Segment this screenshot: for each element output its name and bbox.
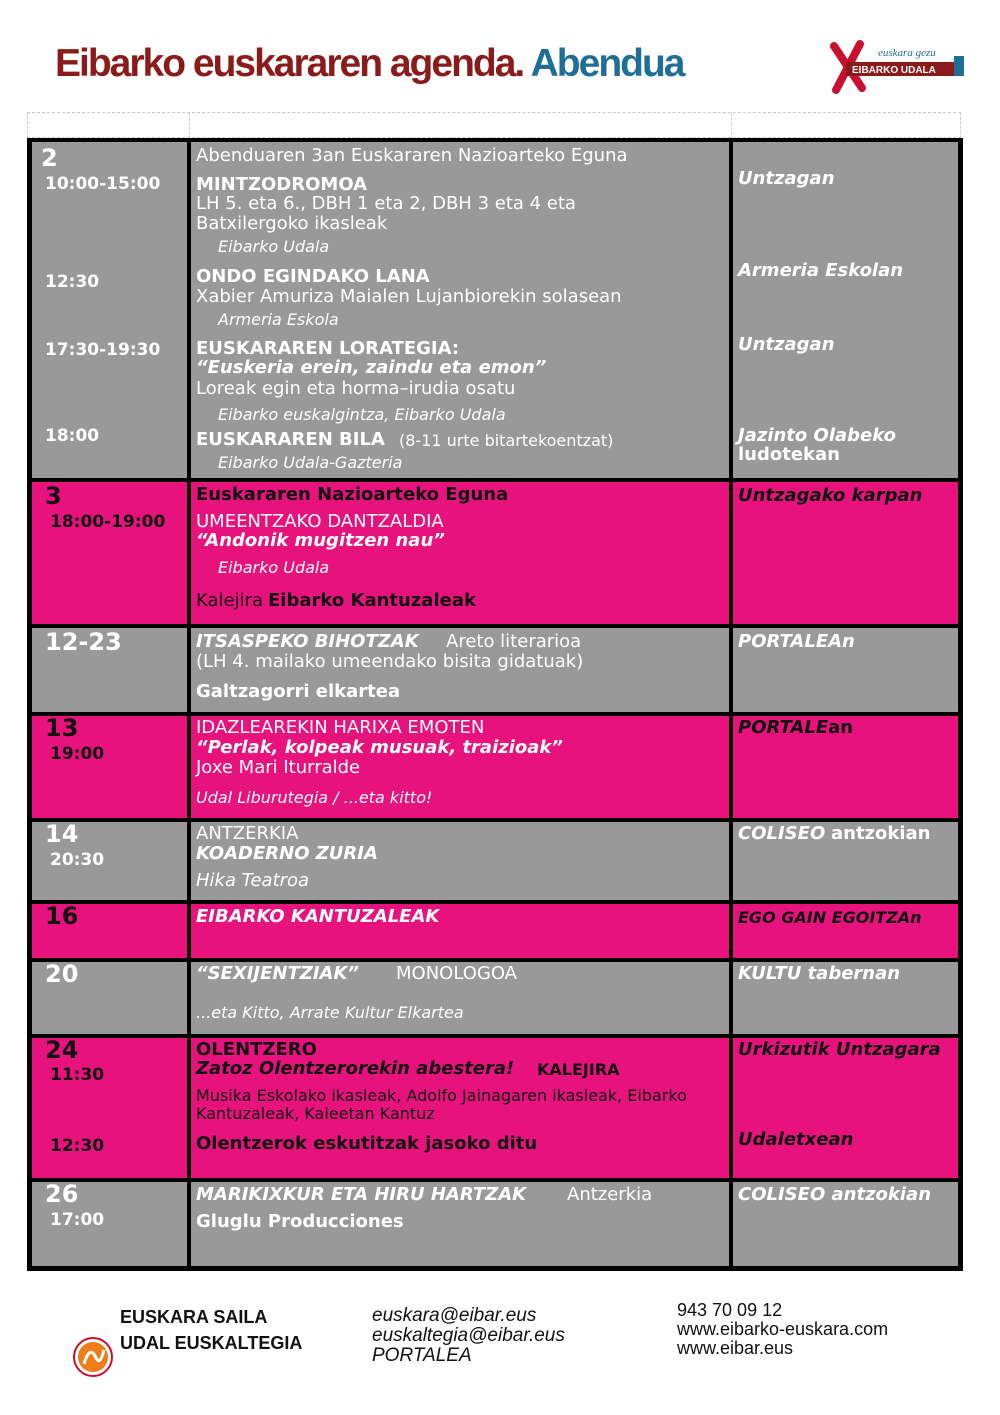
time: 18:00-19:00 — [50, 512, 166, 532]
phone: 943 70 09 12 — [677, 1300, 783, 1320]
time: 12:30 — [45, 272, 100, 292]
event-title: ONDO EGINDAKO LANA — [196, 266, 430, 287]
event-type: KALEJIRA — [537, 1060, 620, 1079]
event-organizer: Eibarko Udala-Gazteria — [218, 453, 403, 472]
table-row — [27, 1034, 963, 1178]
event-text: Loreak egin eta horma–irudia osatu — [196, 378, 516, 399]
table-row — [27, 900, 963, 958]
event-place: PORTALEan — [738, 717, 854, 738]
event-place: COLISEO antzokian — [738, 823, 931, 844]
table-row — [27, 478, 963, 624]
euskaltegia-logo — [72, 1336, 114, 1378]
event-text: (8-11 urte bitartekoentzat) — [399, 431, 614, 450]
event-organizer: Udal Liburutegia / ...eta kitto! — [196, 788, 433, 807]
svg-text:euskara gezu: euskara gezu — [878, 47, 936, 59]
day-number: 20 — [45, 960, 79, 988]
event-title: OLENTZERO — [196, 1039, 317, 1060]
day-number: 13 — [45, 714, 79, 742]
event-organizer: ...eta Kitto, Arrate Kultur Elkartea — [196, 1003, 464, 1022]
event-text: LH 5. eta 6., DBH 1 eta 2, DBH 3 eta 4 eta — [196, 193, 576, 214]
table-header-guides — [27, 112, 961, 138]
euskara-logo — [828, 38, 968, 96]
event-type: ANTZERKIA — [196, 823, 299, 844]
day-number: 24 — [45, 1036, 79, 1064]
event-place: Udaletxean — [738, 1129, 854, 1150]
event-type: Areto literarioa — [446, 631, 582, 652]
event-place: Untzagan — [738, 168, 835, 189]
table-row — [27, 624, 963, 712]
event-performer: Eibarko Kantuzaleak — [268, 590, 476, 611]
time: 11:30 — [50, 1065, 105, 1085]
time: 19:00 — [50, 744, 105, 764]
event-text: Kalejira — [196, 590, 264, 611]
event-organizer: Hika Teatroa — [196, 870, 310, 891]
event-place: Urkizutik Untzagara — [738, 1039, 941, 1060]
time: 18:00 — [45, 426, 100, 446]
event-text: (LH 4. mailako umeendako bisita gidatuak) — [196, 651, 584, 672]
day-number: 16 — [45, 902, 79, 930]
event-type: MONOLOGOA — [396, 963, 517, 984]
event-title: KOADERNO ZURIA — [196, 843, 378, 864]
event-subtitle: “Andonik mugitzen nau” — [196, 530, 445, 551]
event-place: PORTALEAn — [738, 631, 855, 652]
page-title — [55, 42, 683, 86]
table-row — [27, 958, 963, 1034]
event-title: EIBARKO KANTUZALEAK — [196, 906, 440, 927]
email-link[interactable]: euskara@eibar.eus — [372, 1305, 537, 1326]
table-row — [27, 1178, 963, 1266]
event-title: Olentzerok eskutitzak jasoko ditu — [196, 1133, 538, 1154]
event-place: Untzagako karpan — [738, 485, 923, 506]
event-text: Joxe Mari Iturralde — [196, 757, 361, 778]
title-main: Eibarko euskararen agenda. — [55, 42, 524, 85]
event-title: EUSKARAREN BILA — [196, 429, 385, 450]
table-row — [27, 138, 963, 478]
event-title: EUSKARAREN LORATEGIA: — [196, 338, 460, 359]
time: 12:30 — [50, 1136, 105, 1156]
event-place: Jazinto Olabeko — [738, 425, 896, 446]
agenda-table — [27, 138, 963, 1271]
event-subtitle: Zatoz Olentzerorekin abestera! — [196, 1058, 515, 1079]
footer-place: PORTALEA — [372, 1345, 472, 1366]
event-place: Untzagan — [738, 334, 835, 355]
event-text: Musika Eskolako ikasleak, Adolfo Jainagaren ikasleak, Eibarko — [196, 1086, 687, 1105]
time: 17:30-19:30 — [45, 340, 161, 360]
event-organizer: Gluglu Producciones — [196, 1211, 404, 1232]
table-row — [27, 712, 963, 818]
day-number: 3 — [45, 482, 62, 510]
footer-dept: UDAL EUSKALTEGIA — [120, 1333, 303, 1353]
event-place: Armeria Eskolan — [738, 260, 904, 281]
email-link[interactable]: euskaltegia@eibar.eus — [372, 1325, 565, 1346]
event-place: KULTU tabernan — [738, 963, 901, 984]
event-organizer: Eibarko Udala — [218, 558, 330, 577]
day-number: 2 — [41, 144, 58, 172]
event-subtitle: “Perlak, kolpeak musuak, traizioak” — [196, 737, 563, 758]
footer-dept: EUSKARA SAILA — [120, 1307, 268, 1327]
event-note: Euskararen Nazioarteko Eguna — [196, 484, 509, 505]
event-title: “SEXIJENTZIAK” — [196, 963, 359, 984]
day-number: 14 — [45, 820, 79, 848]
event-title: UMEENTZAKO DANTZALDIA — [196, 511, 444, 532]
event-text: Xabier Amuriza Maialen Lujanbiorekin solasean — [196, 286, 622, 307]
event-place: ludotekan — [738, 444, 840, 465]
event-note: Abenduaren 3an Euskararen Nazioarteko Eguna — [196, 145, 628, 166]
time: 17:00 — [50, 1210, 105, 1230]
day-number: 26 — [45, 1180, 79, 1208]
event-organizer: Eibarko euskalgintza, Eibarko Udala — [218, 405, 506, 424]
event-title: ITSASPEKO BIHOTZAK — [196, 631, 419, 652]
event-text: Kantuzaleak, Kaleetan Kantuz — [196, 1104, 435, 1123]
website-link[interactable]: www.eibarko-euskara.com — [677, 1319, 889, 1339]
event-title: MARIKIXKUR ETA HIRU HARTZAK — [196, 1184, 527, 1205]
event-subtitle: “Euskeria erein, zaindu eta emon” — [196, 357, 547, 378]
time: 10:00-15:00 — [45, 174, 161, 194]
event-type: Antzerkia — [567, 1184, 653, 1205]
time: 20:30 — [50, 850, 105, 870]
svg-text:EIBARKO UDALA: EIBARKO UDALA — [852, 65, 936, 76]
event-text: Batxilergoko ikasleak — [196, 213, 388, 234]
event-organizer: Galtzagorri elkartea — [196, 681, 401, 702]
table-row — [27, 818, 963, 900]
title-month: Abendua — [530, 42, 684, 85]
day-number: 12-23 — [45, 628, 122, 656]
event-title: MINTZODROMOA — [196, 174, 368, 195]
event-place: EGO GAIN EGOITZAn — [738, 908, 922, 927]
event-place: COLISEO antzokian — [738, 1184, 932, 1205]
event-organizer: Armeria Eskola — [218, 310, 339, 329]
website-link[interactable]: www.eibar.eus — [677, 1338, 794, 1358]
event-title: IDAZLEAREKIN HARIXA EMOTEN — [196, 717, 485, 738]
event-organizer: Eibarko Udala — [218, 237, 330, 256]
